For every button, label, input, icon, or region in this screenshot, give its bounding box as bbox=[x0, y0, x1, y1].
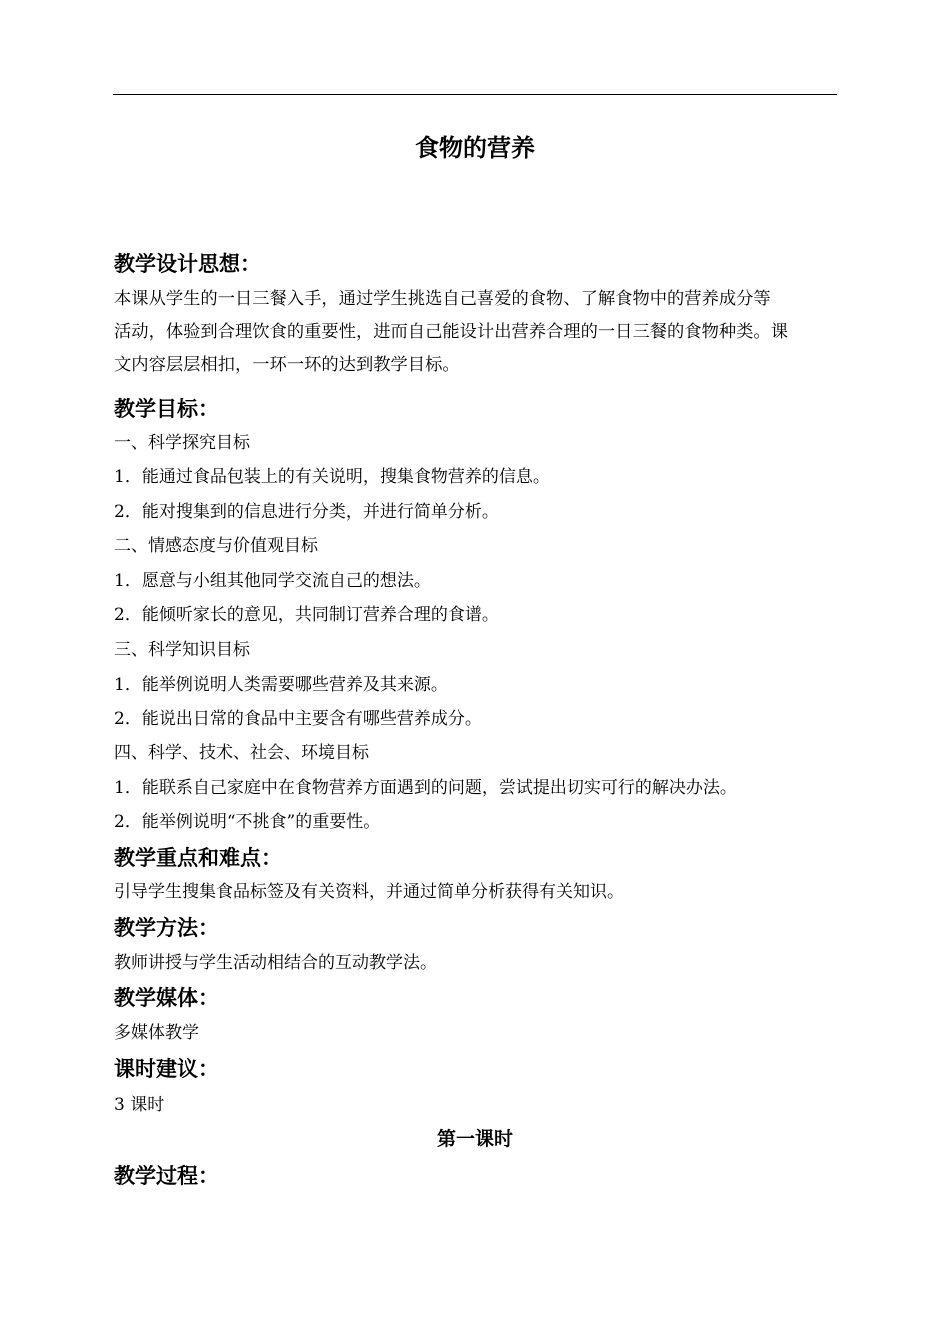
goal-item: 2．能说出日常的食品中主要含有哪些营养成分。 bbox=[114, 709, 482, 729]
media-heading: 教学媒体： bbox=[114, 986, 219, 1010]
design-paragraph bbox=[114, 283, 840, 382]
method-text: 教师讲授与学生活动相结合的互动教学法。 bbox=[114, 953, 437, 973]
goal-item: 1．能通过食品包装上的有关说明，搜集食物营养的信息。 bbox=[114, 467, 550, 487]
hours-text: 3 课时 bbox=[114, 1095, 165, 1115]
header-rule bbox=[113, 94, 837, 95]
design-heading: 教学设计思想： bbox=[114, 252, 261, 276]
key-points-text: 引导学生搜集食品标签及有关资料，并通过简单分析获得有关知识。 bbox=[114, 882, 624, 902]
process-heading: 教学过程： bbox=[114, 1164, 219, 1188]
goals-heading: 教学目标： bbox=[114, 397, 219, 421]
goal-item: 2．能举例说明“不挑食”的重要性。 bbox=[114, 812, 381, 832]
goal-item: 三、科学知识目标 bbox=[114, 640, 250, 660]
goal-item: 1．愿意与小组其他同学交流自己的想法。 bbox=[114, 571, 431, 591]
design-line-2: 活动，体验到合理饮食的重要性，进而自己能设计出营养合理的一日三餐的食物种类。课 bbox=[114, 322, 788, 342]
hours-heading: 课时建议： bbox=[114, 1057, 219, 1081]
method-heading: 教学方法： bbox=[114, 916, 219, 940]
goal-item: 2．能倾听家长的意见，共同制订营养合理的食谱。 bbox=[114, 605, 499, 625]
goal-item: 1．能举例说明人类需要哪些营养及其来源。 bbox=[114, 675, 448, 695]
goal-item: 二、情感态度与价值观目标 bbox=[114, 536, 318, 556]
document-title: 食物的营养 bbox=[415, 134, 535, 162]
goal-item: 2．能对搜集到的信息进行分类，并进行简单分析。 bbox=[114, 502, 499, 522]
lesson-title: 第一课时 bbox=[436, 1128, 513, 1150]
goal-item: 1．能联系自己家庭中在食物营养方面遇到的问题，尝试提出切实可行的解决办法。 bbox=[114, 778, 737, 798]
key-points-heading: 教学重点和难点： bbox=[114, 846, 282, 870]
goal-item: 一、科学探究目标 bbox=[114, 433, 250, 453]
design-line-3: 文内容层层相扣，一环一环的达到教学目标。 bbox=[114, 355, 460, 375]
media-text: 多媒体教学 bbox=[114, 1023, 199, 1043]
design-line-1: 本课从学生的一日三餐入手，通过学生挑选自己喜爱的食物、了解食物中的营养成分等 bbox=[114, 289, 771, 309]
goal-item: 四、科学、技术、社会、环境目标 bbox=[114, 743, 369, 763]
